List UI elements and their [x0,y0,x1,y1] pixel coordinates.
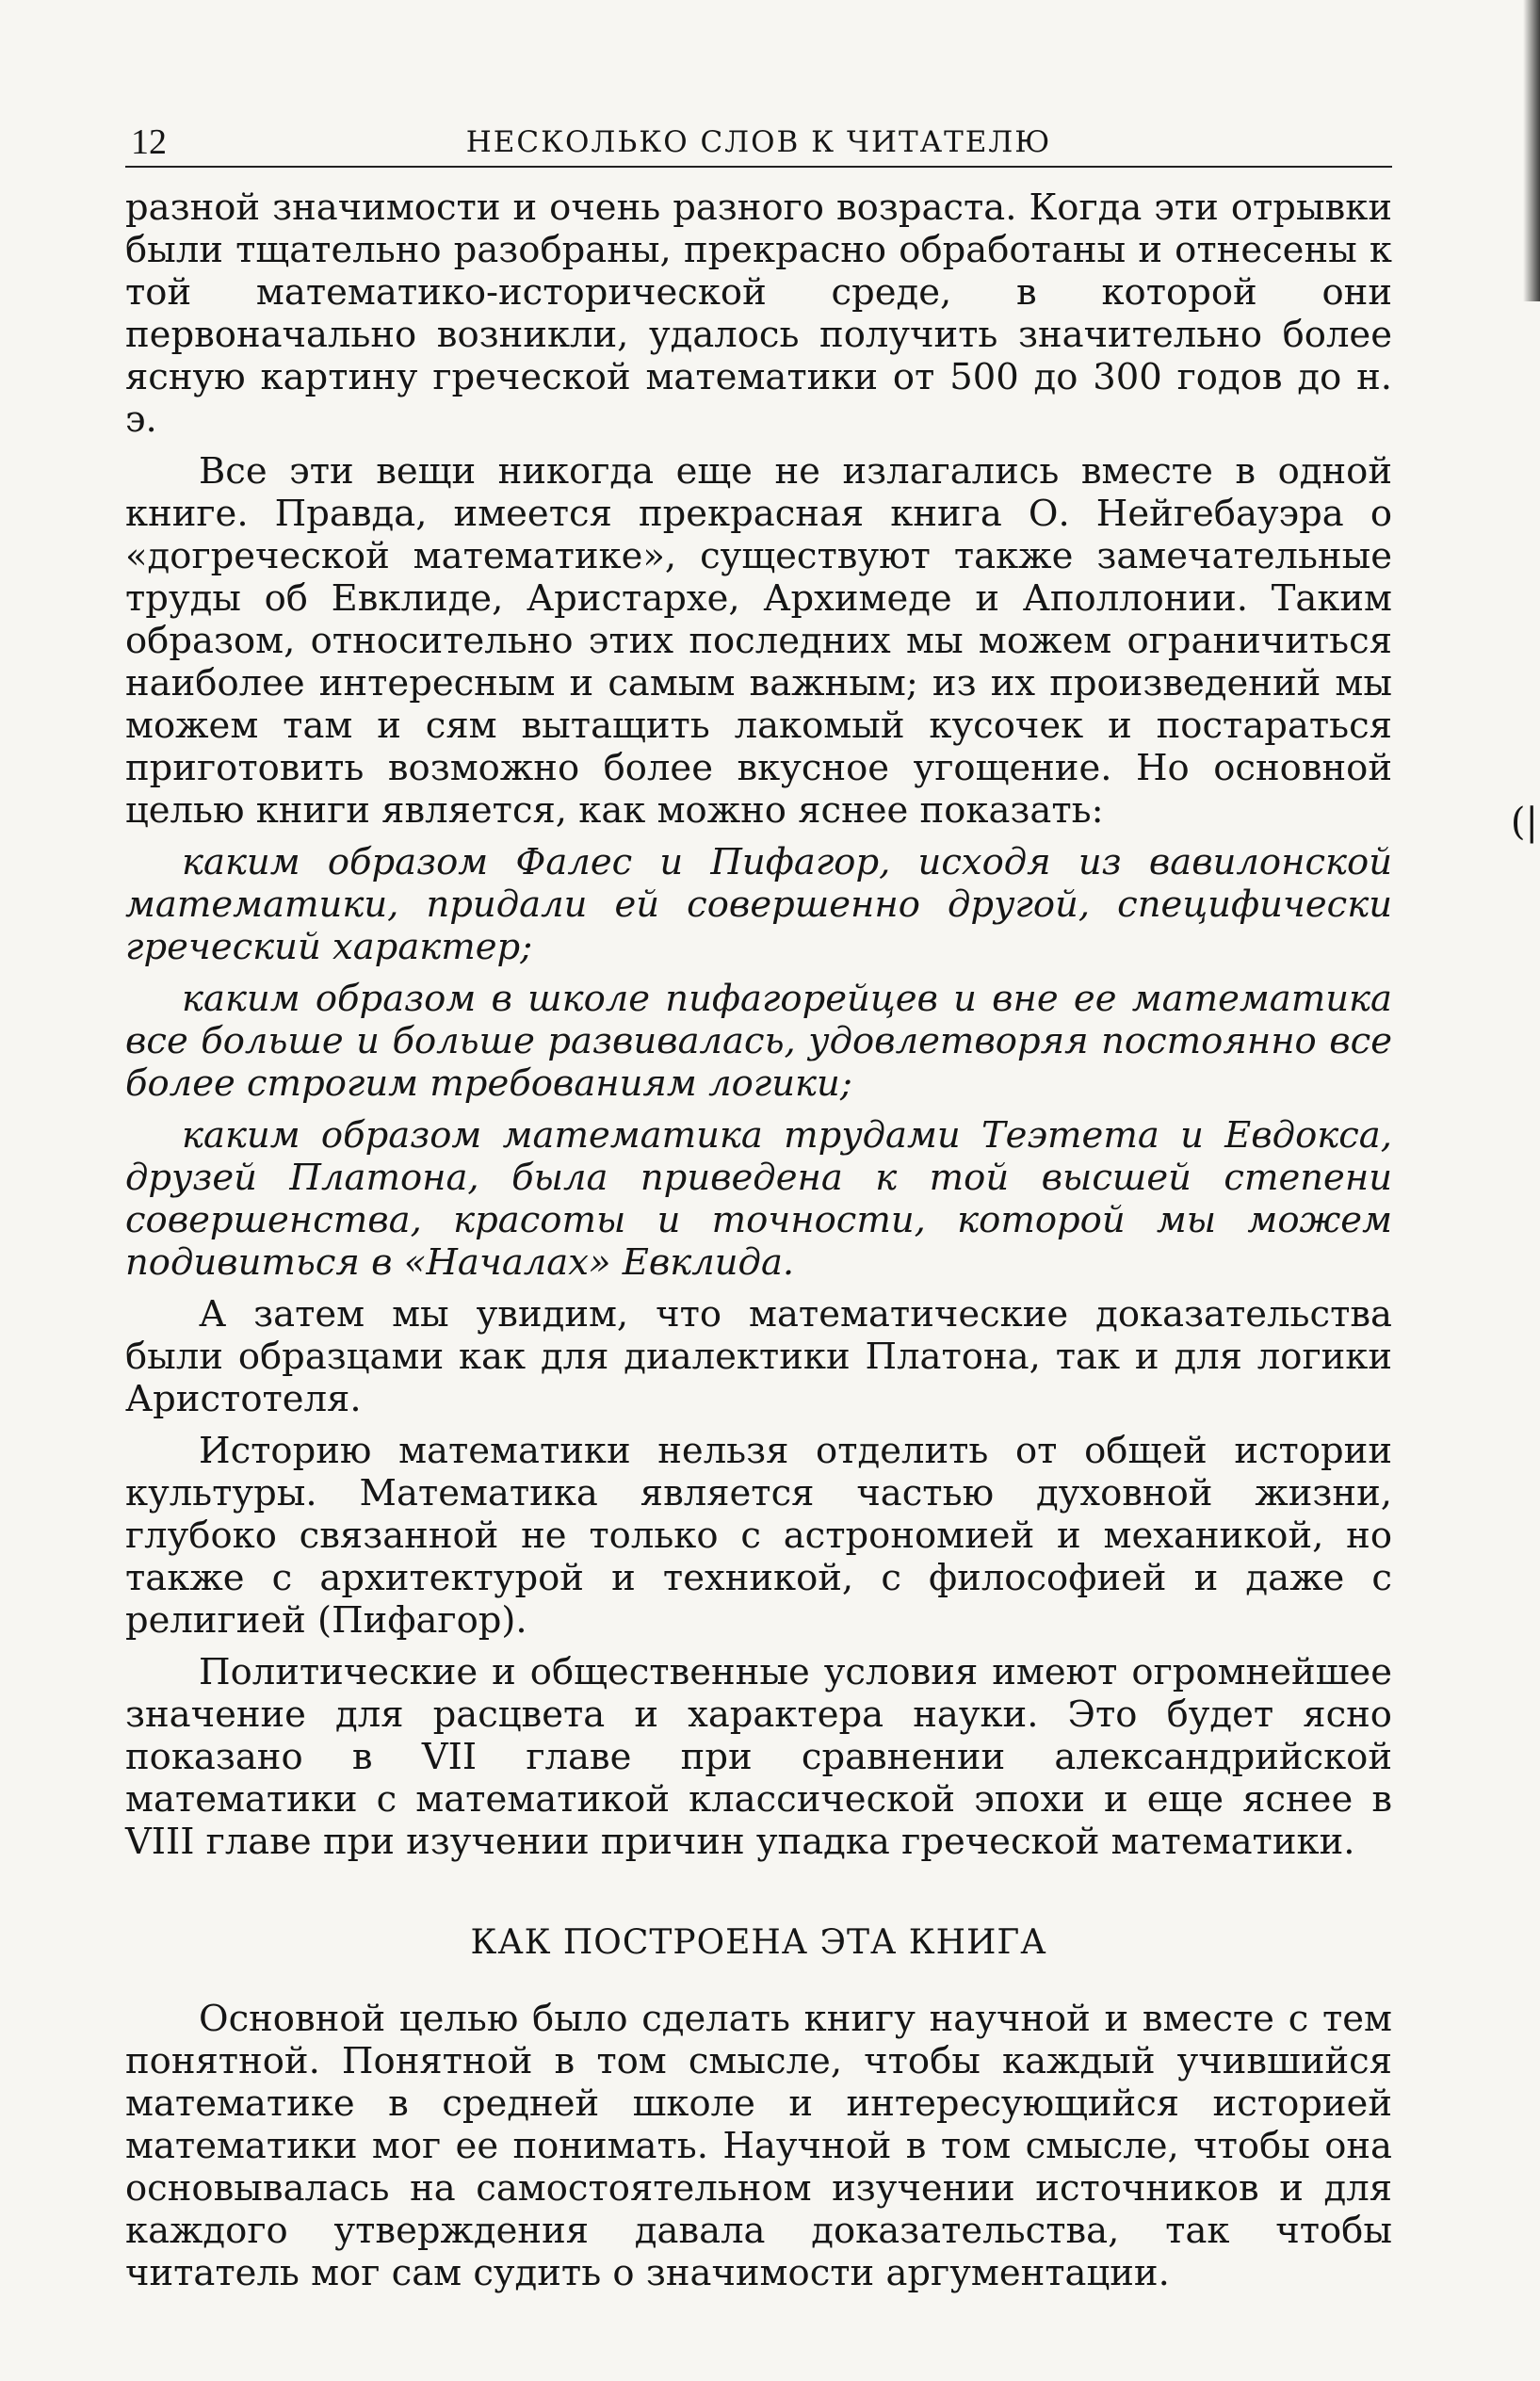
page-edge-shadow [1523,0,1540,301]
italic-point-1: каким образом Фалес и Пифагор, исходя из вавилонской математики, придали ей совершенно другой, специфически греческий характер; [125,841,1392,968]
paragraph-2: Все эти вещи никогда еще не излагались вместе в одной книге. Правда, имеется прекрасная книга О. Нейгебауэра о «догреческой математике», существуют также замечательные труды об Евклиде, Аристархе, Архимеде и Аполлонии. Таким образом, относительно этих последних мы можем ограничиться наиболее интересным и самым важным; из их произведений мы можем там и сям вытащить лакомый кусочек и постараться приготовить возможно более вкусное угощение. Но основной целью книги является, как можно яснее показать: [125,450,1392,832]
paragraph-3: А затем мы увидим, что математические доказательства были образцами как для диалектики Платона, так и для логики Аристотеля. [125,1293,1392,1420]
page-edge-mark: (| [1510,801,1538,844]
running-head [125,119,1392,168]
book-page [125,119,1392,2304]
paragraph-5: Политические и общественные условия имеют огромнейшее значение для расцвета и характера науки. Это будет ясно показано в VII главе при сравнении александрийской математики с математикой классической эпохи и еще яснее в VIII главе при изучении причин упадка греческой математики. [125,1651,1392,1863]
page-number: 12 [131,122,167,162]
italic-point-3: каким образом математика трудами Теэтета и Евдокса, друзей Платона, была приведена к той высшей степени совершенства, красоты и точности, которой мы можем подивиться в «Началах» Евклида. [125,1114,1392,1284]
italic-point-2: каким образом в школе пифагорейцев и вне ее математика все больше и больше развивалась, удовлетворяя постоянно все более строгим требованиям логики; [125,978,1392,1105]
page-body [125,186,1392,2294]
paragraph-1: разной значимости и очень разного возраста. Когда эти отрывки были тщательно разобраны, прекрасно обработаны и отнесены к той математико-исторической среде, в которой они первоначально возникли, удалось получить значительно более ясную картину греческой математики от 500 до 300 годов до н. э. [125,186,1392,441]
paragraph-4: Историю математики нельзя отделить от общей истории культуры. Математика является частью духовной жизни, глубоко связанной не только с астрономией и механикой, но также с архитектурой и техникой, с философией и даже с религией (Пифагор). [125,1430,1392,1642]
section-paragraph: Основной целью было сделать книгу научной и вместе с тем понятной. Понятной в том смысле, чтобы каждый учившийся математике в средней школе и интересующийся историей математики мог ее понимать. Научной в том смысле, чтобы она основывалась на самостоятельном изучении источников и для каждого утверждения давала доказательства, так чтобы читатель мог сам судить о значимости аргументации. [125,1998,1392,2294]
section-heading: КАК ПОСТРОЕНА ЭТА КНИГА [470,1923,1047,1962]
running-title: НЕСКОЛЬКО СЛОВ К ЧИТАТЕЛЮ [465,125,1052,159]
